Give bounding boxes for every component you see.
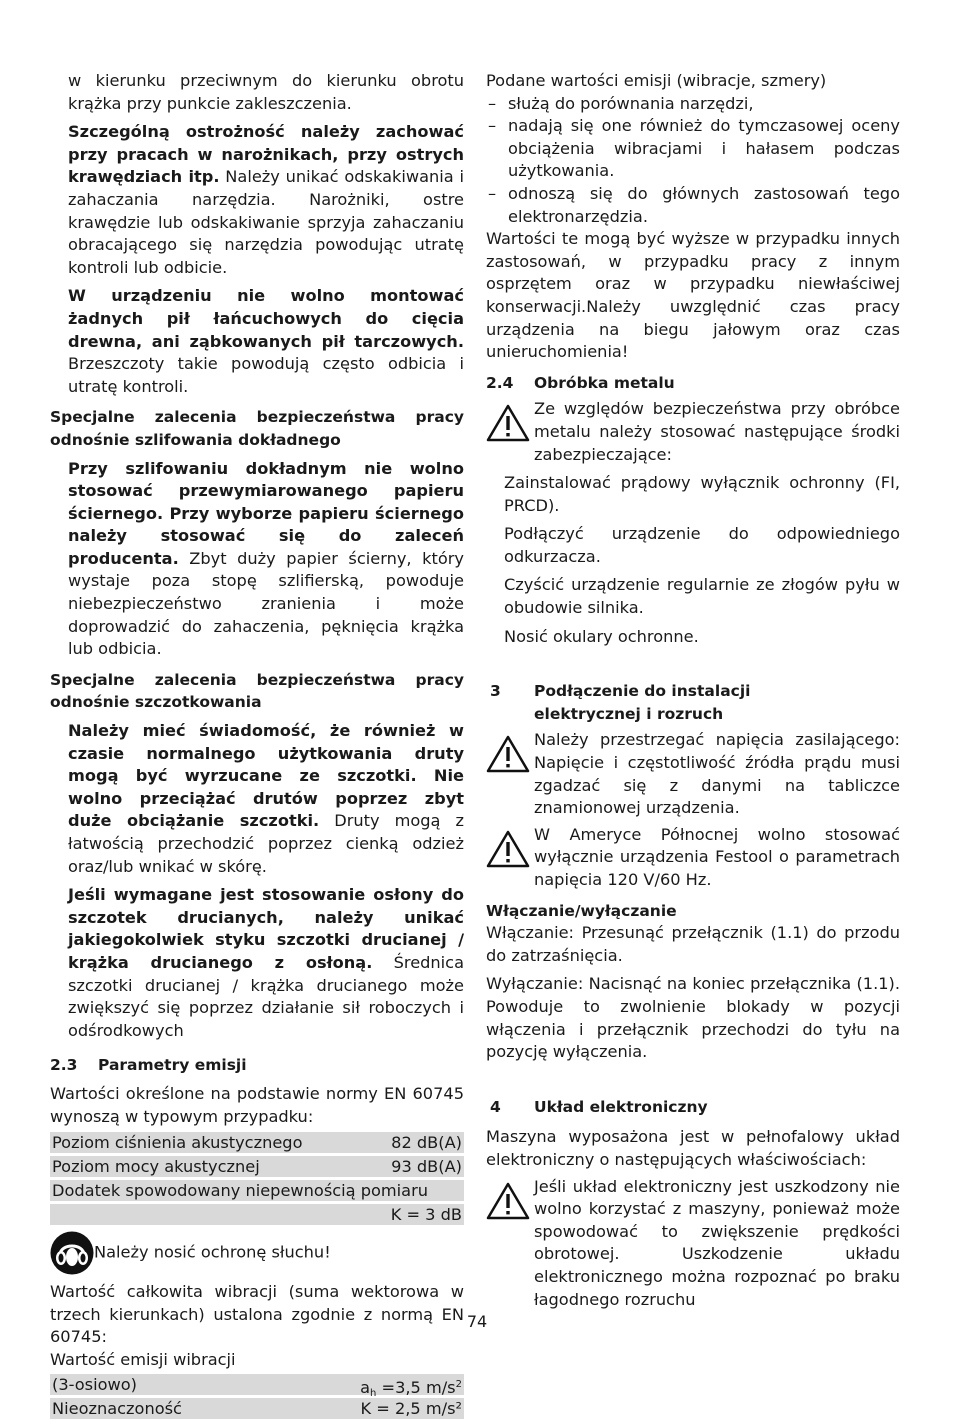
section-title: Parametry emisji — [98, 1056, 247, 1075]
warning-block — [486, 398, 900, 466]
paragraph: Wartość emisji wibracji — [50, 1349, 236, 1369]
warning-triangle-icon — [486, 404, 530, 442]
warning-text: Ze względów bezpieczeństwa przy obróbce metalu należy stosować następujące środki zabezpieczające: — [534, 399, 900, 464]
value-superscript: 2 — [455, 1378, 462, 1390]
table-row — [50, 1374, 464, 1399]
row-label: Poziom ciśnienia akustycznego — [52, 1133, 303, 1153]
bold-text: Należy mieć świadomość, że również w czasie normalnego użytkowania druty mogą być wyrzucane ze szczotki. Nie wolno przeciążać drutów poprzez zbyt duże obciążanie szczotki. — [68, 721, 464, 831]
table-row — [50, 1180, 464, 1201]
section-title: Podłączenie do instalacji elektrycznej i rozruch — [534, 682, 751, 723]
row-label: Nieoznaczoność — [52, 1398, 182, 1418]
ear-protection-note — [50, 1231, 464, 1275]
text: Zbyt duży papier ścierny, który wystaje poza stopę szlifierską, powoduje niebezpieczeństwo zranienia i może doprowadzić do zahaczenia, pęknięcia krążka lub odbicia. — [68, 548, 464, 659]
paragraph — [50, 285, 464, 398]
paragraph: Włączanie: Przesunąć przełącznik (1.1) do przodu do zatrzaśnięcia. — [486, 923, 900, 965]
section-number: 2.4 — [486, 373, 514, 392]
paragraph: Podłączyć urządzenie do odpowiedniego odkurzacza. — [504, 524, 900, 566]
text: Średnica szczotki drucianej / krążka drucianego może zwiększyć się poprzez działanie sił roboczych i odśrodkowych — [68, 952, 464, 1040]
value-symbol: a — [360, 1377, 371, 1397]
warning-block — [486, 729, 900, 819]
paragraph — [50, 458, 464, 661]
row-label: (3-osiowo) — [52, 1374, 137, 1394]
section-heading-3 — [486, 680, 900, 725]
subheading: Włączanie/wyłączanie — [486, 901, 677, 920]
section-heading-4 — [486, 1096, 900, 1119]
paragraph: w kierunku przeciwnym do kierunku obrotu krążka przy punkcie zakleszczenia. — [68, 71, 464, 113]
value-number: =3,5 m/s — [376, 1377, 456, 1397]
table-row — [50, 1398, 464, 1419]
warning-text: W Ameryce Północnej wolno stosować wyłącznie urządzenia Festool o parametrach napięcia 120 V/60 Hz. — [534, 824, 900, 889]
list-item: – nadają się one również do tymczasowej oceny obciążenia wibracjami i hałasem podczas użytkowania. — [486, 115, 900, 183]
value-subscript: h — [370, 1387, 377, 1399]
row-value: 82 dB(A) — [391, 1133, 462, 1153]
row-value — [360, 1374, 462, 1399]
warning-block — [486, 824, 900, 892]
left-column — [50, 70, 464, 1422]
table-row — [50, 1132, 464, 1153]
paragraph — [50, 121, 464, 279]
section-title: Obróbka metalu — [534, 373, 675, 392]
row-label: Dodatek spowodowany niepewnością pomiaru — [52, 1181, 428, 1201]
paragraph: Wartość całkowita wibracji (suma wektorowa w trzech kierunkach) ustalona zgodnie z normą EN 60745: — [50, 1282, 464, 1347]
section-title: Układ elektroniczny — [534, 1097, 708, 1116]
warning-block — [486, 1176, 900, 1312]
ear-protection-icon — [50, 1231, 94, 1275]
table-row — [50, 1204, 464, 1225]
paragraph: Wartości określone na podstawie normy EN 60745 wynoszą w typowym przypadku: — [50, 1083, 464, 1126]
paragraph: Maszyna wyposażona jest w pełnofalowy układ elektroniczny o następujących właściwościach: — [486, 1127, 900, 1169]
section-number: 2.3 — [50, 1056, 78, 1075]
note-text: Należy nosić ochronę słuchu! — [94, 1242, 331, 1262]
right-column — [486, 70, 900, 1311]
paragraph: Wyłączanie: Nacisnąć na koniec przełącznika (1.1). Powoduje to zwolnienie blokady w pozycji włączenia i przełącznik przechodzi do tyłu na pozycję wyłączenia. — [486, 974, 900, 1062]
section-heading-2-4 — [486, 372, 900, 395]
section-number: 4 — [490, 1097, 501, 1116]
table-row — [50, 1156, 464, 1177]
text: Druty mogą z łatwością przechodzić poprzez cienką odzież oraz/lub wnikać w skórę. — [68, 811, 464, 876]
row-label: Poziom mocy akustycznej — [52, 1157, 260, 1177]
paragraph: Czyścić urządzenie regularnie ze złogów pyłu w obudowie silnika. — [504, 575, 900, 618]
section-heading-2-3 — [50, 1054, 464, 1077]
warning-triangle-icon — [486, 1182, 530, 1220]
bold-text: Szczególną ostrożność należy zachować przy pracach w narożnikach, przy ostrych krawędziach itp. — [68, 122, 464, 187]
warning-triangle-icon — [486, 735, 530, 773]
bold-text: Jeśli wymagane jest stosowanie osłony do szczotek drucianych, należy unikać jakiegokolwiek styku szczotki drucianej / krążka drucianego z osłoną. — [68, 885, 464, 972]
page-number: 74 — [466, 1312, 488, 1331]
bold-text: W urządzeniu nie wolno montować żadnych pił łańcuchowych do cięcia drewna, ani ząbkowanych pił tarczowych. — [68, 286, 464, 351]
section-heading: Specjalne zalecenia bezpieczeństwa pracy odnośnie szczotkowania — [50, 670, 464, 712]
warning-text: Należy przestrzegać napięcia zasilającego: Napięcie i częstotliwość źródła prądu musi zgadzać się z danymi na tabliczce znamionowej urządzenia. — [534, 730, 900, 818]
noise-table — [50, 1132, 464, 1225]
text: Należy unikać odskakiwania i zahaczania narzędzia. Narożniki, ostre krawędzie lub odskakiwanie sprzyja zahaczaniu obracającego się narzędzia powodując utratę kontroli lub odbicie. — [68, 167, 464, 277]
text: Brzeszczoty takie powodują często odbicia i utratę kontroli. — [68, 354, 464, 396]
paragraph: Wartości te mogą być wyższe w przypadku innych zastosowań, w przypadku pracy z innym osprzętem oraz w przypadku niewłaściwej konserwacji.Należy uwzględnić czas pracy urządzenia na biegu jałowym oraz czas unieruchomienia! — [486, 229, 900, 362]
paragraph: Zainstalować prądowy wyłącznik ochronny (FI, PRCD). — [504, 473, 900, 515]
row-value: K = 3 dB — [390, 1205, 462, 1225]
list-item: – służą do porównania narzędzi, — [486, 93, 900, 116]
bold-text: Przy szlifowaniu dokładnym nie wolno stosować przewymiarowanego papieru ściernego. Przy wyborze papieru ściernego należy stosować się do zaleceń producenta. — [68, 458, 464, 568]
section-number: 3 — [490, 682, 501, 701]
warning-text: Jeśli układ elektroniczny jest uszkodzony nie wolno korzystać z maszyny, ponieważ może spowodować to zwiększenie prędkości obrotowej. Uszkodzenie układu elektronicznego można rozpoznać po braku łagodnego rozruchu — [534, 1176, 900, 1309]
section-heading: Specjalne zalecenia bezpieczeństwa pracy odnośnie szlifowania dokładnego — [50, 408, 464, 449]
list-item: – odnoszą się do głównych zastosowań tego elektronarzędzia. — [486, 183, 900, 228]
paragraph: Nosić okulary ochronne. — [504, 626, 699, 646]
row-value: K = 2,5 m/s² — [360, 1398, 462, 1418]
row-value: 93 dB(A) — [391, 1157, 462, 1177]
paragraph — [50, 884, 464, 1042]
paragraph — [50, 720, 464, 878]
paragraph: Podane wartości emisji (wibracje, szmery) — [486, 71, 827, 90]
warning-triangle-icon — [486, 830, 530, 868]
